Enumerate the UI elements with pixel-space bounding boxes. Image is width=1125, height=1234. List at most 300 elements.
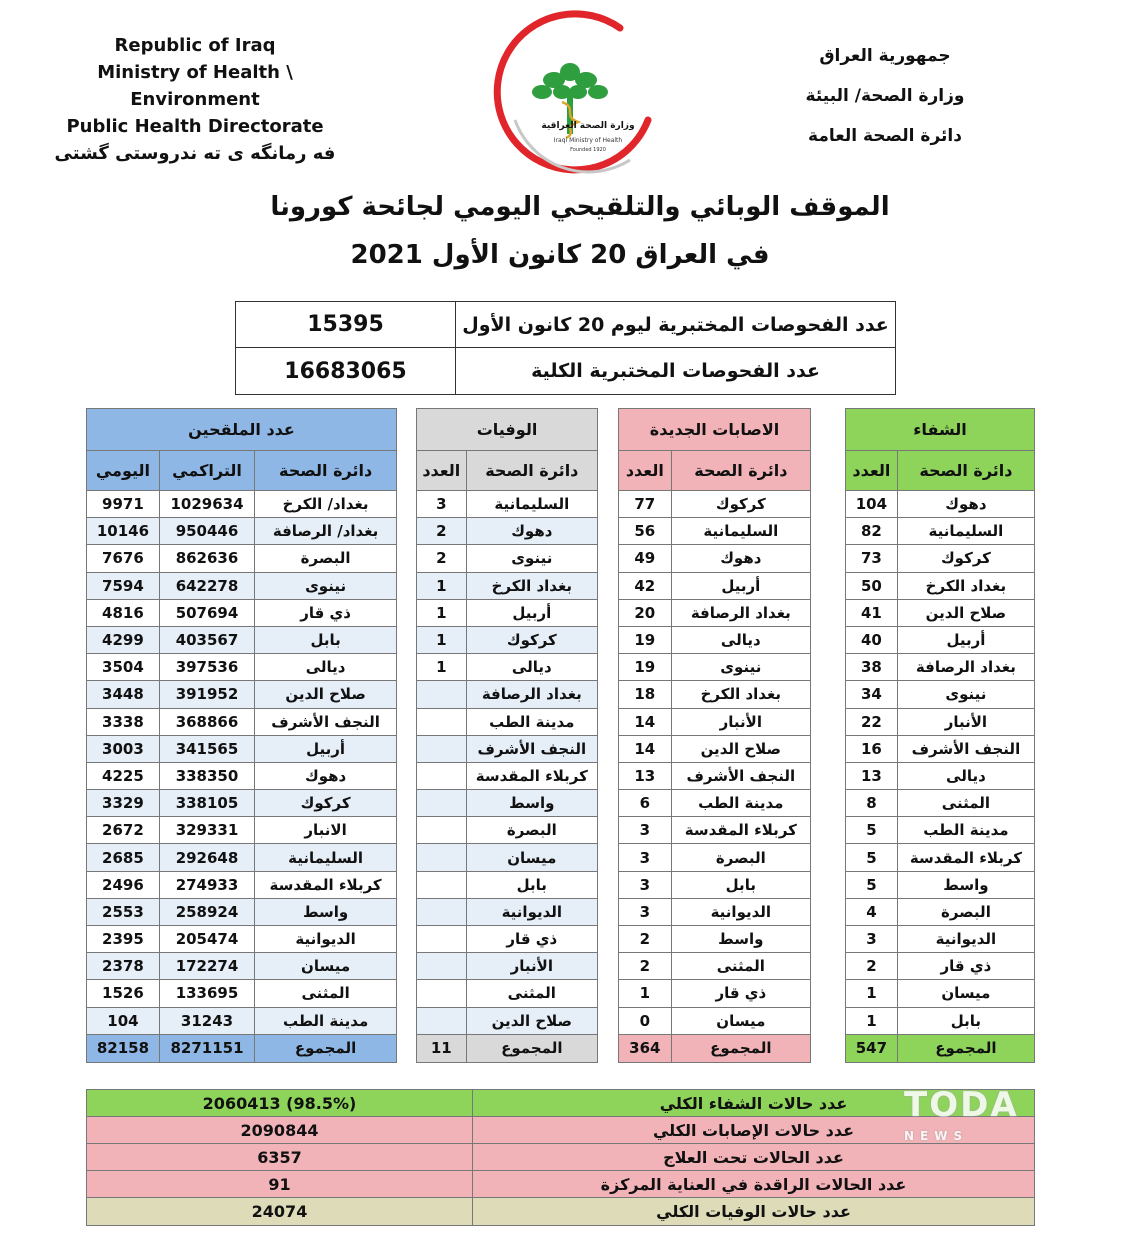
- recovery-col-dept: دائرة الصحة: [897, 451, 1034, 491]
- cell-value: 258924: [159, 898, 254, 925]
- cell-value: 3003: [87, 735, 160, 762]
- cell-value: 3329: [87, 790, 160, 817]
- cell-value: 2672: [87, 817, 160, 844]
- cell-department: كركوك: [466, 626, 597, 653]
- cell-value: 8: [846, 790, 898, 817]
- summary-row: [87, 1144, 1034, 1171]
- cell-value: 2: [619, 926, 672, 953]
- deaths-total-label: المجموع: [466, 1034, 597, 1062]
- cell-value: 368866: [159, 708, 254, 735]
- table-row: [619, 681, 811, 708]
- logo-text-en: Iraqi Ministry of Health: [553, 137, 623, 144]
- cell-department: السليمانية: [466, 491, 597, 518]
- deaths-col-dept: دائرة الصحة: [466, 451, 597, 491]
- cell-value: 10146: [87, 518, 160, 545]
- tests-value: 16683065: [236, 348, 456, 394]
- recovery-table: [845, 408, 1035, 1063]
- table-row: [87, 626, 397, 653]
- table-row: [846, 1007, 1035, 1034]
- table-row: [619, 790, 811, 817]
- cell-value: 4816: [87, 599, 160, 626]
- cell-value: 13: [846, 762, 898, 789]
- table-row: [846, 572, 1035, 599]
- cell-department: نينوى: [897, 681, 1034, 708]
- recovery-total: 547: [846, 1034, 898, 1062]
- cell-department: صلاح الدين: [897, 599, 1034, 626]
- cell-value: 3504: [87, 654, 160, 681]
- cell-department: المثنى: [671, 953, 810, 980]
- vaccinated-table: [86, 408, 397, 1063]
- table-row: [87, 844, 397, 871]
- table-row: [846, 735, 1035, 762]
- table-row: [619, 871, 811, 898]
- cell-department: ميسان: [671, 1007, 810, 1034]
- vaccinated-col-dept: دائرة الصحة: [255, 451, 397, 491]
- cell-department: نينوى: [671, 654, 810, 681]
- cell-department: كربلاء المقدسة: [466, 762, 597, 789]
- cell-value: [417, 790, 467, 817]
- cell-value: [417, 980, 467, 1007]
- cell-department: السليمانية: [255, 844, 397, 871]
- header-en-line: Republic of Iraq: [114, 35, 276, 56]
- cases-caption: الاصابات الجديدة: [619, 409, 811, 451]
- cell-value: 391952: [159, 681, 254, 708]
- table-row: [846, 980, 1035, 1007]
- table-row: [619, 1007, 811, 1034]
- table-row: [619, 572, 811, 599]
- header-en-line: Ministry of Health \ Environment: [97, 62, 293, 110]
- cell-department: الديوانية: [255, 926, 397, 953]
- cell-department: المثنى: [897, 790, 1034, 817]
- cell-department: واسط: [466, 790, 597, 817]
- summary-row: [87, 1171, 1034, 1198]
- cell-value: 2378: [87, 953, 160, 980]
- cell-department: بغداد الكرخ: [897, 572, 1034, 599]
- cell-value: 7676: [87, 545, 160, 572]
- table-row: [417, 871, 598, 898]
- cell-department: كربلاء المقدسة: [671, 817, 810, 844]
- table-row: [417, 1007, 598, 1034]
- cell-value: 38: [846, 654, 898, 681]
- cell-value: 4299: [87, 626, 160, 653]
- cell-value: 2496: [87, 871, 160, 898]
- cell-department: واسط: [255, 898, 397, 925]
- table-row: [619, 762, 811, 789]
- table-row: [87, 926, 397, 953]
- table-row: [417, 599, 598, 626]
- table-row: [87, 545, 397, 572]
- cell-value: 329331: [159, 817, 254, 844]
- cell-value: 274933: [159, 871, 254, 898]
- cell-value: 1: [619, 980, 672, 1007]
- cell-value: 2553: [87, 898, 160, 925]
- cell-value: 1: [417, 626, 467, 653]
- vaccinated-total-label: المجموع: [255, 1034, 397, 1062]
- cell-department: بابل: [255, 626, 397, 653]
- cell-value: 3: [619, 871, 672, 898]
- summary-label: عدد الحالات الراقدة في العناية المركزة: [600, 1174, 907, 1194]
- table-row: [87, 681, 397, 708]
- cell-value: 104: [87, 1007, 160, 1034]
- cell-value: 19: [619, 654, 672, 681]
- cell-value: 338105: [159, 790, 254, 817]
- recovery-caption: الشفاء: [846, 409, 1035, 451]
- table-row: [87, 871, 397, 898]
- tests-value: 15395: [236, 302, 456, 347]
- cell-department: بغداد الكرخ: [466, 572, 597, 599]
- cell-value: 5: [846, 817, 898, 844]
- header-en-line: فه رمانگه ی ته ندروستی گشتی: [54, 143, 336, 164]
- table-row: [846, 626, 1035, 653]
- table-row: [846, 953, 1035, 980]
- summary-value: 91: [87, 1171, 473, 1197]
- cell-value: 14: [619, 708, 672, 735]
- cell-value: 950446: [159, 518, 254, 545]
- table-row: [87, 790, 397, 817]
- cases-total: 364: [619, 1034, 672, 1062]
- table-row: [619, 980, 811, 1007]
- deaths-total: 11: [417, 1034, 467, 1062]
- cell-department: مدينة الطب: [255, 1007, 397, 1034]
- table-row: [846, 491, 1035, 518]
- table-row: [87, 980, 397, 1007]
- cell-value: 1: [417, 654, 467, 681]
- cell-department: البصرة: [466, 817, 597, 844]
- table-row: [417, 790, 598, 817]
- table-row: [619, 926, 811, 953]
- vaccinated-col-daily: اليومي: [87, 451, 160, 491]
- cell-department: المثنى: [466, 980, 597, 1007]
- cell-value: 1: [417, 599, 467, 626]
- cell-value: 34: [846, 681, 898, 708]
- cell-department: كربلاء المقدسة: [897, 844, 1034, 871]
- cell-department: ذي قار: [466, 926, 597, 953]
- vaccinated-total-daily: 82158: [87, 1034, 160, 1062]
- table-row: [619, 599, 811, 626]
- table-row: [619, 708, 811, 735]
- cell-department: بغداد الرصافة: [466, 681, 597, 708]
- cell-value: 2395: [87, 926, 160, 953]
- cell-value: 4225: [87, 762, 160, 789]
- cell-value: [417, 844, 467, 871]
- summary-label: عدد حالات الإصابات الكلي: [652, 1120, 855, 1140]
- table-row: [619, 545, 811, 572]
- table-row: [87, 898, 397, 925]
- cell-value: 2685: [87, 844, 160, 871]
- header-arabic: [785, 36, 985, 156]
- cell-value: [417, 681, 467, 708]
- table-row: [619, 735, 811, 762]
- cell-value: 3: [619, 817, 672, 844]
- cell-department: كركوك: [671, 491, 810, 518]
- cell-value: 0: [619, 1007, 672, 1034]
- table-row: [417, 545, 598, 572]
- table-row: [87, 735, 397, 762]
- table-row: [619, 898, 811, 925]
- table-row: [619, 491, 811, 518]
- cell-value: 49: [619, 545, 672, 572]
- cell-department: الأنبار: [897, 708, 1034, 735]
- cell-value: 5: [846, 844, 898, 871]
- table-row: [846, 762, 1035, 789]
- summary-label: عدد الحالات تحت العلاج: [663, 1147, 844, 1167]
- cell-value: 5: [846, 871, 898, 898]
- cell-department: السليمانية: [897, 518, 1034, 545]
- cell-value: [417, 898, 467, 925]
- cell-value: 40: [846, 626, 898, 653]
- deaths-table: [416, 408, 598, 1063]
- cell-value: 1: [846, 1007, 898, 1034]
- table-row: [846, 817, 1035, 844]
- header-ar-line: جمهورية العراق: [819, 46, 951, 66]
- tests-row: [236, 302, 895, 348]
- cell-value: 9971: [87, 491, 160, 518]
- table-row: [417, 817, 598, 844]
- cell-department: دهوك: [897, 491, 1034, 518]
- cell-value: 2: [417, 545, 467, 572]
- table-row: [846, 545, 1035, 572]
- logo-text-ar: وزارة الصحة العراقية: [541, 121, 635, 131]
- cell-department: السليمانية: [671, 518, 810, 545]
- cell-value: 22: [846, 708, 898, 735]
- summary-row: [87, 1198, 1034, 1225]
- cell-value: 862636: [159, 545, 254, 572]
- summary-row: [87, 1090, 1034, 1117]
- table-row: [87, 1007, 397, 1034]
- table-row: [87, 708, 397, 735]
- cell-value: 82: [846, 518, 898, 545]
- table-row: [417, 980, 598, 1007]
- cell-value: 172274: [159, 953, 254, 980]
- summary-value: 2060413 (98.5%): [87, 1090, 473, 1116]
- vaccinated-col-cumulative: التراكمي: [159, 451, 254, 491]
- table-row: [619, 844, 811, 871]
- cell-value: 1: [417, 572, 467, 599]
- cell-value: 19: [619, 626, 672, 653]
- cell-value: 338350: [159, 762, 254, 789]
- vaccinated-total-cumulative: 8271151: [159, 1034, 254, 1062]
- table-row: [846, 708, 1035, 735]
- cell-value: 7594: [87, 572, 160, 599]
- cell-department: ذي قار: [897, 953, 1034, 980]
- table-row: [846, 844, 1035, 871]
- summary-label: عدد حالات الوفيات الكلي: [656, 1202, 851, 1221]
- cell-department: بغداد/ الكرخ: [255, 491, 397, 518]
- table-row: [417, 953, 598, 980]
- summary-value: 2090844: [87, 1117, 473, 1143]
- table-row: [846, 790, 1035, 817]
- cell-value: [417, 926, 467, 953]
- cell-department: بغداد الرصافة: [671, 599, 810, 626]
- cell-value: 20: [619, 599, 672, 626]
- cell-department: دهوك: [671, 545, 810, 572]
- cell-department: أربيل: [255, 735, 397, 762]
- table-row: [619, 626, 811, 653]
- cell-value: 3: [619, 898, 672, 925]
- summary-row: [87, 1117, 1034, 1144]
- summary-label: عدد حالات الشفاء الكلي: [659, 1093, 848, 1113]
- cases-col-count: العدد: [619, 451, 672, 491]
- ministry-logo: [470, 10, 670, 180]
- cell-department: النجف الأشرف: [255, 708, 397, 735]
- cell-value: 397536: [159, 654, 254, 681]
- cell-value: 3338: [87, 708, 160, 735]
- table-row: [619, 953, 811, 980]
- table-row: [87, 762, 397, 789]
- table-row: [87, 518, 397, 545]
- page-subtitle: في العراق 20 كانون الأول 2021: [350, 240, 770, 270]
- cell-department: النجف الأشرف: [466, 735, 597, 762]
- cell-value: 42: [619, 572, 672, 599]
- cell-department: البصرة: [897, 898, 1034, 925]
- table-row: [846, 926, 1035, 953]
- cell-department: دهوك: [466, 518, 597, 545]
- cell-department: مدينة الطب: [897, 817, 1034, 844]
- cell-value: 3: [417, 491, 467, 518]
- table-row: [619, 518, 811, 545]
- table-row: [417, 626, 598, 653]
- cell-value: 6: [619, 790, 672, 817]
- cell-department: الديوانية: [466, 898, 597, 925]
- cell-value: 403567: [159, 626, 254, 653]
- cell-department: الأنبار: [466, 953, 597, 980]
- tests-row: [236, 348, 895, 394]
- cell-department: ديالى: [255, 654, 397, 681]
- table-row: [87, 572, 397, 599]
- cell-value: [417, 1007, 467, 1034]
- new-cases-table: [618, 408, 811, 1063]
- cell-department: بابل: [897, 1007, 1034, 1034]
- cell-value: 13: [619, 762, 672, 789]
- cell-value: 73: [846, 545, 898, 572]
- cell-department: ذي قار: [671, 980, 810, 1007]
- table-row: [846, 599, 1035, 626]
- cell-department: صلاح الدين: [671, 735, 810, 762]
- cell-value: 16: [846, 735, 898, 762]
- cell-department: بابل: [671, 871, 810, 898]
- logo-founded: Founded 1920: [570, 147, 606, 153]
- cell-department: البصرة: [671, 844, 810, 871]
- cell-value: 18: [619, 681, 672, 708]
- table-row: [846, 681, 1035, 708]
- cell-department: أربيل: [897, 626, 1034, 653]
- cell-value: 41: [846, 599, 898, 626]
- cell-value: [417, 735, 467, 762]
- table-row: [417, 735, 598, 762]
- table-row: [87, 817, 397, 844]
- tests-table: [235, 301, 896, 395]
- cell-department: نينوى: [466, 545, 597, 572]
- cell-department: أربيل: [671, 572, 810, 599]
- cell-value: 133695: [159, 980, 254, 1007]
- cell-department: الديوانية: [897, 926, 1034, 953]
- cell-value: 205474: [159, 926, 254, 953]
- deaths-caption: الوفيات: [417, 409, 598, 451]
- cell-department: بغداد/ الرصافة: [255, 518, 397, 545]
- table-row: [417, 898, 598, 925]
- table-row: [417, 844, 598, 871]
- cell-value: 341565: [159, 735, 254, 762]
- deaths-col-count: العدد: [417, 451, 467, 491]
- cell-value: 2: [846, 953, 898, 980]
- header-ar-line: دائرة الصحة العامة: [808, 126, 962, 146]
- summary-table: [86, 1089, 1035, 1226]
- cell-department: صلاح الدين: [255, 681, 397, 708]
- cell-department: ديالى: [671, 626, 810, 653]
- tests-label: عدد الفحوصات المختبرية ليوم 20 كانون الأول: [462, 313, 889, 336]
- table-row: [846, 871, 1035, 898]
- cell-value: 1: [846, 980, 898, 1007]
- cell-value: [417, 762, 467, 789]
- cell-value: 3448: [87, 681, 160, 708]
- watermark-small: NEWS: [904, 1129, 969, 1143]
- cell-department: الانبار: [255, 817, 397, 844]
- cell-department: ديالى: [466, 654, 597, 681]
- cell-department: البصرة: [255, 545, 397, 572]
- cell-department: كركوك: [897, 545, 1034, 572]
- cell-department: واسط: [897, 871, 1034, 898]
- cell-value: 292648: [159, 844, 254, 871]
- table-row: [417, 491, 598, 518]
- cell-department: النجف الأشرف: [897, 735, 1034, 762]
- cell-value: 104: [846, 491, 898, 518]
- header-ar-line: وزارة الصحة/ البيئة: [805, 86, 965, 106]
- cell-department: مدينة الطب: [466, 708, 597, 735]
- vaccinated-caption: عدد الملقحين: [87, 409, 397, 451]
- recovery-col-count: العدد: [846, 451, 898, 491]
- cases-total-label: المجموع: [671, 1034, 810, 1062]
- cell-value: [417, 953, 467, 980]
- table-row: [846, 518, 1035, 545]
- cell-department: ديالى: [897, 762, 1034, 789]
- cell-value: 31243: [159, 1007, 254, 1034]
- table-row: [417, 654, 598, 681]
- cell-value: 3: [619, 844, 672, 871]
- cell-department: بابل: [466, 871, 597, 898]
- table-row: [87, 654, 397, 681]
- table-row: [417, 572, 598, 599]
- cell-department: كربلاء المقدسة: [255, 871, 397, 898]
- cell-value: 1029634: [159, 491, 254, 518]
- table-row: [87, 953, 397, 980]
- table-row: [846, 898, 1035, 925]
- cell-value: 4: [846, 898, 898, 925]
- cell-department: ذي قار: [255, 599, 397, 626]
- header-en-line: Public Health Directorate: [66, 116, 324, 137]
- table-row: [417, 681, 598, 708]
- table-row: [619, 654, 811, 681]
- cases-col-dept: دائرة الصحة: [671, 451, 810, 491]
- cell-value: 507694: [159, 599, 254, 626]
- table-row: [417, 708, 598, 735]
- cell-value: 50: [846, 572, 898, 599]
- cell-value: 14: [619, 735, 672, 762]
- cell-department: المثنى: [255, 980, 397, 1007]
- cell-value: 2: [619, 953, 672, 980]
- cell-department: نينوى: [255, 572, 397, 599]
- table-row: [417, 762, 598, 789]
- cell-department: بغداد الكرخ: [671, 681, 810, 708]
- cell-department: كركوك: [255, 790, 397, 817]
- summary-value: 24074: [87, 1198, 473, 1225]
- cell-value: [417, 871, 467, 898]
- tests-label: عدد الفحوصات المختبرية الكلية: [531, 360, 820, 382]
- table-row: [417, 518, 598, 545]
- watermark-logo: [900, 1085, 1040, 1205]
- table-row: [87, 491, 397, 518]
- table-row: [87, 599, 397, 626]
- cell-department: ميسان: [466, 844, 597, 871]
